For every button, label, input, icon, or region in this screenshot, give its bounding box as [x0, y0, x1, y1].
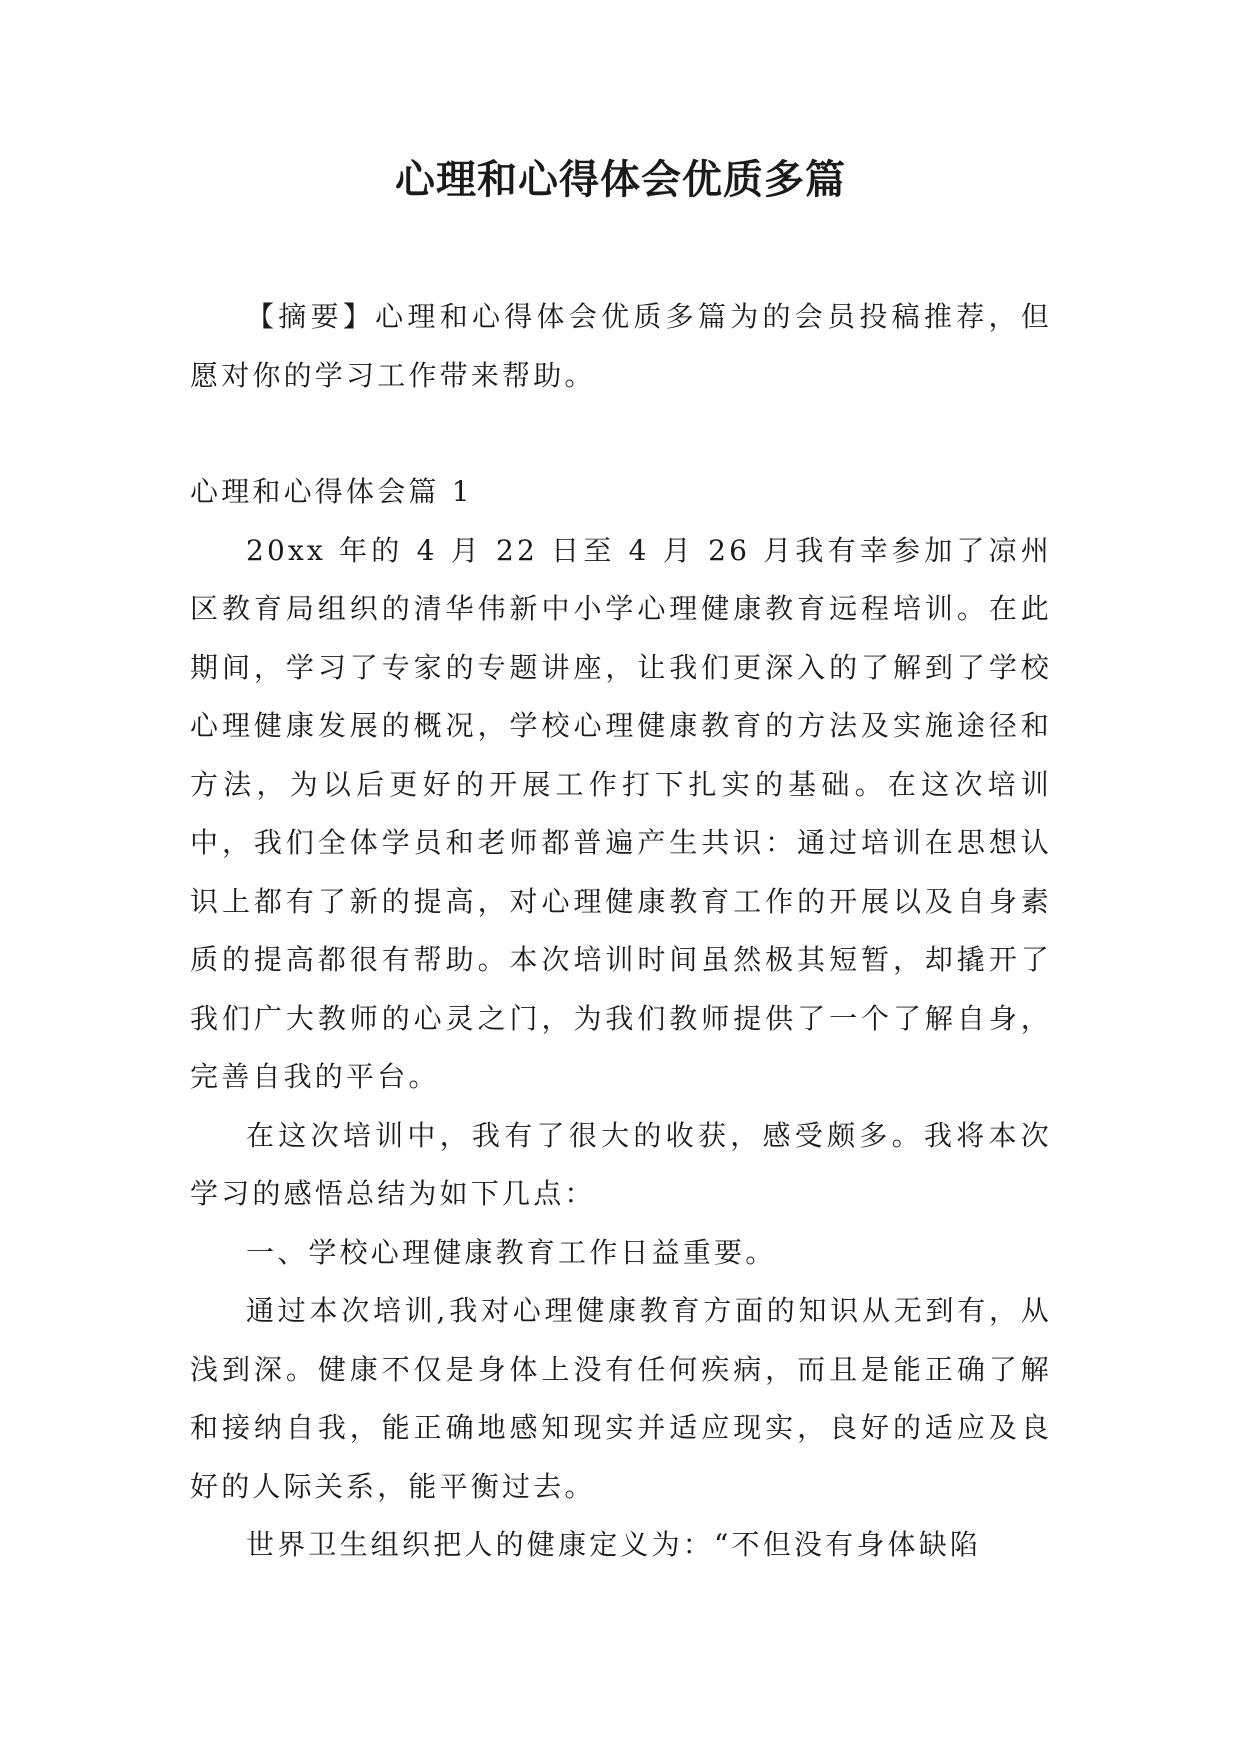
document-body: [190, 288, 1052, 1575]
body-paragraph: 通过本次培训,我对心理健康教育方面的知识从无到有，从浅到深。健康不仅是身体上没有任何疾病，而且是能正确了解和接纳自我，能正确地感知现实并适应现实，良好的适应及良好的人际关系，能平衡过去。: [190, 1294, 1052, 1503]
body-paragraph: 世界卫生组织把人的健康定义为：“不但没有身体缺陷: [246, 1528, 982, 1561]
document-title: 心理和心得体会优质多篇: [395, 156, 846, 203]
abstract-paragraph: 【摘要】心理和心得体会优质多篇为的会员投稿推荐，但愿对你的学习工作带来帮助。: [190, 300, 1052, 392]
subheading-paragraph: 一、学校心理健康教育工作日益重要。: [246, 1235, 777, 1269]
body-paragraph: 在这次培训中，我有了很大的收获，感受颇多。我将本次学习的感悟总结为如下几点：: [190, 1118, 1052, 1210]
section-heading: 心理和心得体会篇 1: [190, 475, 473, 508]
body-paragraph: 20xx 年的 4 月 22 日至 4 月 26 月我有幸参加了凉州区教育局组织的清华伟新中小学心理健康教育远程培训。在此期间，学习了专家的专题讲座，让我们更深入的了解到了学校心理健康发展的概况，学校心理健康教育的方法及实施途径和方法，为以后更好的开展工作打下扎实的基础。在这次培训中，我们全体学员和老师都普遍产生共识：通过培训在思想认识上都有了新的提高，对心理健康教育工作的开展以及自身素质的提高都很有帮助。本次培训时间虽然极其短暂，却撬开了我们广大教师的心灵之门，为我们教师提供了一个了解自身，完善自我的平台。: [190, 533, 1052, 1093]
